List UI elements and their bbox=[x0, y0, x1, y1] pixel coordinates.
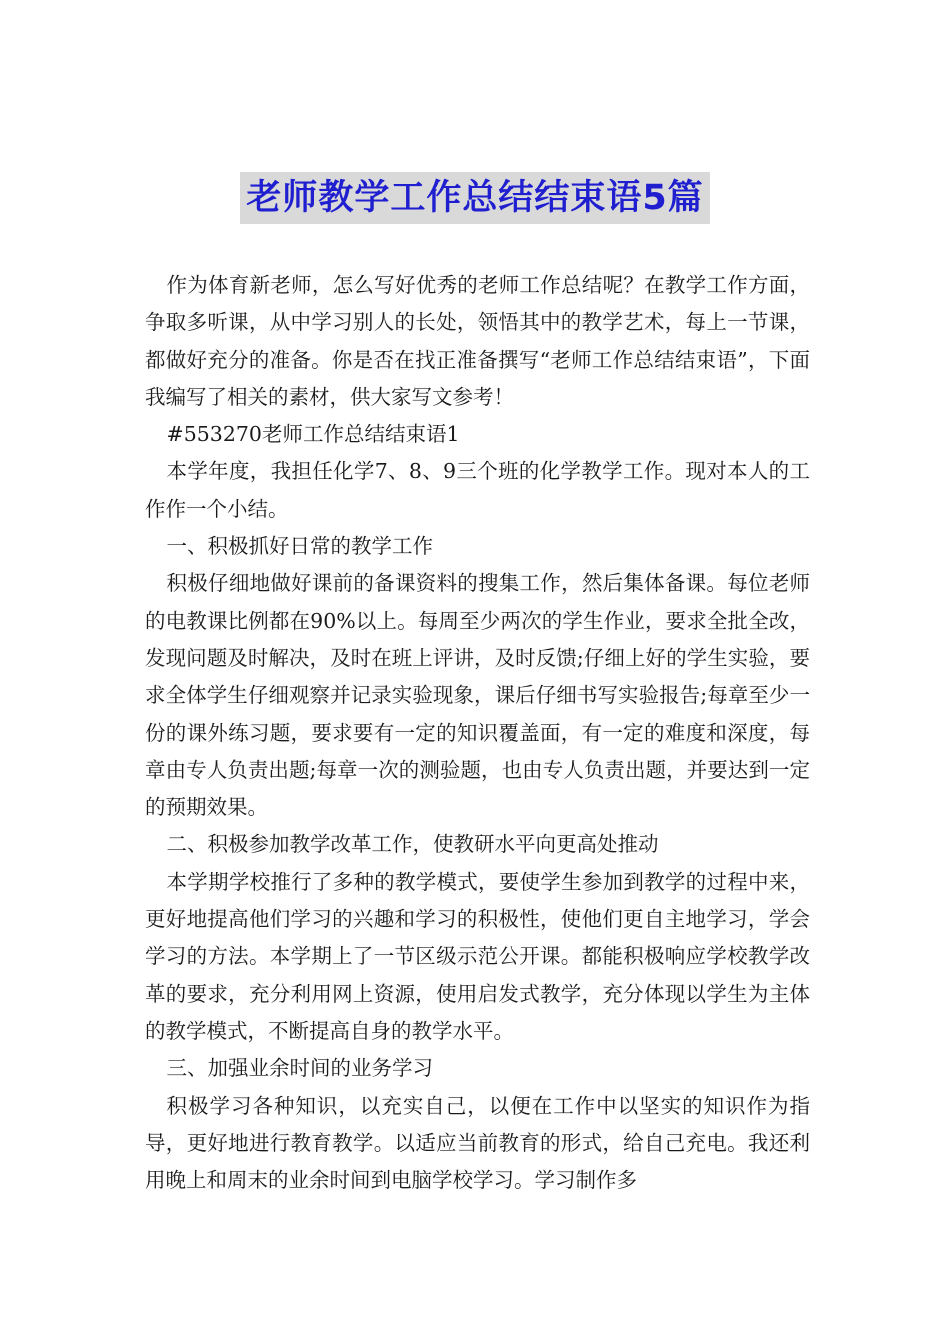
body-paragraph: 本学期学校推行了多种的教学模式，要使学生参加到教学的过程中来，更好地提高他们学习的兴趣和学习的积极性，使他们更自主地学习，学会学习的方法。本学期上了一节区级示范公开课。都能积极响应学校教学改革的要求，充分利用网上资源，使用启发式教学，充分体现以学生为主体的教学模式，不断提高自身的教学水平。 bbox=[145, 869, 810, 1043]
document-body bbox=[145, 267, 810, 1199]
intro-paragraph: 作为体育新老师，怎么写好优秀的老师工作总结呢？在教学工作方面，争取多听课，从中学习别人的长处，领悟其中的教学艺术，每上一节课，都做好充分的准备。你是否在找正准备撰写“老师工作总结结束语”，下面我编写了相关的素材，供大家写文参考！ bbox=[145, 273, 810, 409]
section-heading-summary-1: #553270老师工作总结结束语1 bbox=[166, 422, 460, 447]
title-container bbox=[0, 172, 950, 224]
section-heading: 三、加强业余时间的业务学习 bbox=[166, 1056, 434, 1081]
body-paragraph: 积极仔细地做好课前的备课资料的搜集工作，然后集体备课。每位老师的电教课比例都在90%以上。每周至少两次的学生作业，要求全批全改，发现问题及时解决，及时在班上评讲，及时反馈;仔细上好的学生实验，要求全体学生仔细观察并记录实验现象，课后仔细书写实验报告;每章至少一份的课外练习题，要求要有一定的知识覆盖面，有一定的难度和深度，每章由专人负责出题;每章一次的测验题，也由专人负责出题，并要达到一定的预期效果。 bbox=[145, 571, 810, 820]
body-paragraph: 本学年度，我担任化学7、8、9三个班的化学教学工作。现对本人的工作作一个小结。 bbox=[145, 459, 810, 521]
section-heading: 二、积极参加教学改革工作，使教研水平向更高处推动 bbox=[166, 832, 659, 857]
document-title: 老师教学工作总结结束语5篇 bbox=[240, 172, 709, 224]
section-heading: 一、积极抓好日常的教学工作 bbox=[166, 534, 434, 559]
body-paragraph: 积极学习各种知识，以充实自己，以便在工作中以坚实的知识作为指导，更好地进行教育教学。以适应当前教育的形式，给自己充电。我还利用晚上和周末的业余时间到电脑学校学习。学习制作多 bbox=[145, 1093, 810, 1193]
